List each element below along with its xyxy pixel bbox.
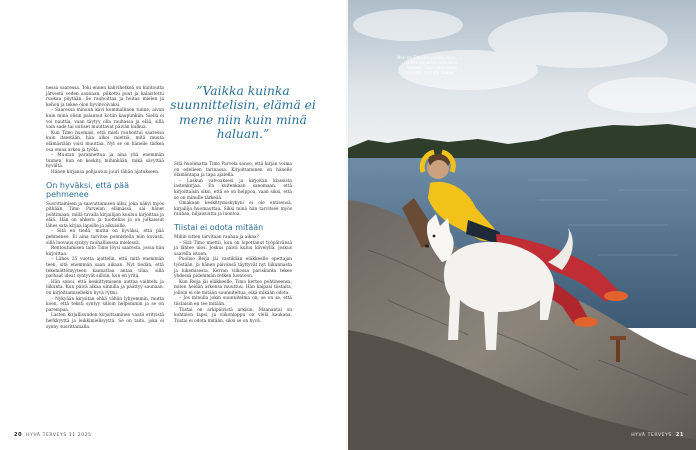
spread-gutter (346, 0, 349, 450)
paragraph: Rentoutumisen taito Timo löysi saaresta, jossa hän kirjoittaa. (46, 246, 164, 257)
shoe (604, 291, 628, 301)
magazine-name: HYVÄ TERVEYS 11 2025 (26, 433, 92, 438)
section-heading: Tiistai ei odota mitään (174, 222, 264, 232)
paragraph: – Jos minulla jokin suunnitelma on, se on se, että tiistaisin en tee mitään. (174, 296, 292, 308)
shoe (574, 317, 598, 327)
text-column-2 (174, 162, 292, 324)
text-column-1 (46, 86, 164, 330)
folio-left (14, 432, 92, 438)
paragraph: – Sitä Timo miettii, kun on lopettanut työpäivänsä ja lähtee ulos. Joskus päivä kuluu kävelyllä, joskus saarella istuen. (174, 240, 292, 257)
col2-body (174, 235, 292, 325)
paragraph: Hän sanoi, että keskittymiseen auttaa vaihtelu ja liikunta. Kun päivä alkaa uinnilla ja päättyy saunaan, on kirjoittamisellekin hyvä rytmi. (46, 279, 164, 296)
paragraph: – Laskun valvoaksesi ja kirjoitan klassista lastenkirjaa. En kuitenkaan sanomaan, että kirjoittaisin siksi, että se on helppoa, vaan siksi, että se on minulle tärkeää. (174, 178, 292, 201)
paragraph: Omakaan keskittymiskykyni ei ole entisensä, kirjailija huomauttaa. Siksi minä hän tarvitsee myös rauhaa, hiljaisuutta ja luontoa. (174, 201, 292, 218)
col1-intro (46, 86, 164, 176)
paragraph: Sitä huolimatta Timo Parvela sanoo, että kirjan voima on edelleen tarinassa. Kirjoittaminen on hänelle elämäntapa ja tapa ajatella. (174, 162, 292, 179)
paragraph: Kun Reija jäi eläkkeelle, Timo kertoo pohtineensa, miten heidän arkensa muuttuu. Hän kaipasi tiistaita, jolloin ei ole mitään suunniteltua, eikä mikään odota. (174, 279, 292, 296)
page-number: 20 (14, 432, 23, 438)
paragraph: Suorittamisen ja saavuttamisen alku, joka näkyi myös pitkään Timo Parvelan elämässä, sai hänet pohtimaan, millä tavalla kirjailijan kuuluu kirjoittaa ja elää. Hän on ahkera ja tuottelias ja on julkaissut lähes sata kirjaa lapsille ja aikuisille. (46, 201, 164, 229)
paragraph: – Saaressa minuun kävi kummallinen tunne, aivan kuin minä olisin palannut kotiin kaupunkiin. Siellä ei voi nauttia, vaan täytyy olla rauhassa ja elää, sillä vain sade tai uutiset muuttavat päivän kulkua. (46, 108, 164, 131)
section-heading: On hyväksi, että pää pehmenee (46, 180, 129, 199)
folio-right (631, 432, 684, 438)
right-page (348, 0, 696, 450)
col2-intro (174, 162, 292, 218)
paragraph: nessa saaressa. Toki ennen kahvihetkeä on kuntoutta järvestä veden saunaan, pilkottu puut ja kalaistettu ruokaa pöytään. Se rauhoittaa ja hoitaa mielen ja kehon ja tekee olon hyvinvoivaksi. (46, 86, 164, 108)
paragraph: – Muutan parannettua ja aina yhä enemmän tunnen, kun en keskity mihinkään, mikä sävyttää hyvältä. (46, 153, 164, 170)
paragraph: Tiistai on arkipäivistä arkisin. Maanantai on kohtalon lapsi, ja viikonloppu on vielä kaukana. Tiistai ei odota mitään, siksi se on hyvä. (174, 307, 292, 324)
paragraph: – Sitä en tiedä, mutta on hyväksi, että pää pehmenee. Ei aina tarvitse ponnistella niin kovasti, sillä luovuus syntyy rauhallisessa mielessä. (46, 229, 164, 246)
paragraph: Kun Timo huomasi, että mieli rauhoittui saaressa kuin itsestään, hän alkoi miettiä, mitä muuta elämästään voisi muuttaa. Nyt se on hänelle tärkeä osa omaa arkea ja työtä. (46, 130, 164, 153)
paragraph: Lasten kirjallisuuden kirjoittaminen vaatii erityistä herkkyyttä ja leikkimielisyyttä. Se on taito, joka ei synny suorittamalla. (46, 313, 164, 330)
pull-quote: ”Vaikka kuinka suunnittelisin, elämä ei mene niin kuin minä haluan.” (170, 84, 316, 141)
col1-body (46, 202, 164, 331)
paragraph: – Lähes 25 vuotta ajattelin, että mitä enemmän teen, sitä enemmän saan aikaan. Nyt tiedän, että tekemättömyyteen kannattaa antaa tilaa, sillä parhaat ideat syntyvät silloin, kun en yritä. (46, 257, 164, 280)
paragraph: Mihin sitten tarvitaan rauhaa ja aikaa? (174, 234, 259, 240)
magazine-name: HYVÄ TERVEYS (631, 433, 672, 438)
page-number: 21 (675, 432, 684, 438)
paragraph: – Nykyään kirjoitan ehkä vähän lyhyemmin, mutta koen, että teksti syntyy silloin helpommin ja se on parempaa. (46, 296, 164, 313)
paragraph: Puoliso Reija jäi vastikään eläkkeelle opettajan työstään, ja hänen päivänsä täyttyvät nyt liikunnasta ja lukemisesta. Kerran viikossa pariskunta tekee yhdessä pidemmän retken luontoon. (174, 257, 292, 280)
photo-caption: Meri on Timo Parvelalle rakas, ja hän veneilee vaimonsa kanssa. ”Kun vene irtoaa rannasta, arki jää taakse.” (396, 55, 457, 75)
paragraph: Hänen kirjansa pohjautuu juuri tähän ajatukseen. (51, 169, 160, 175)
